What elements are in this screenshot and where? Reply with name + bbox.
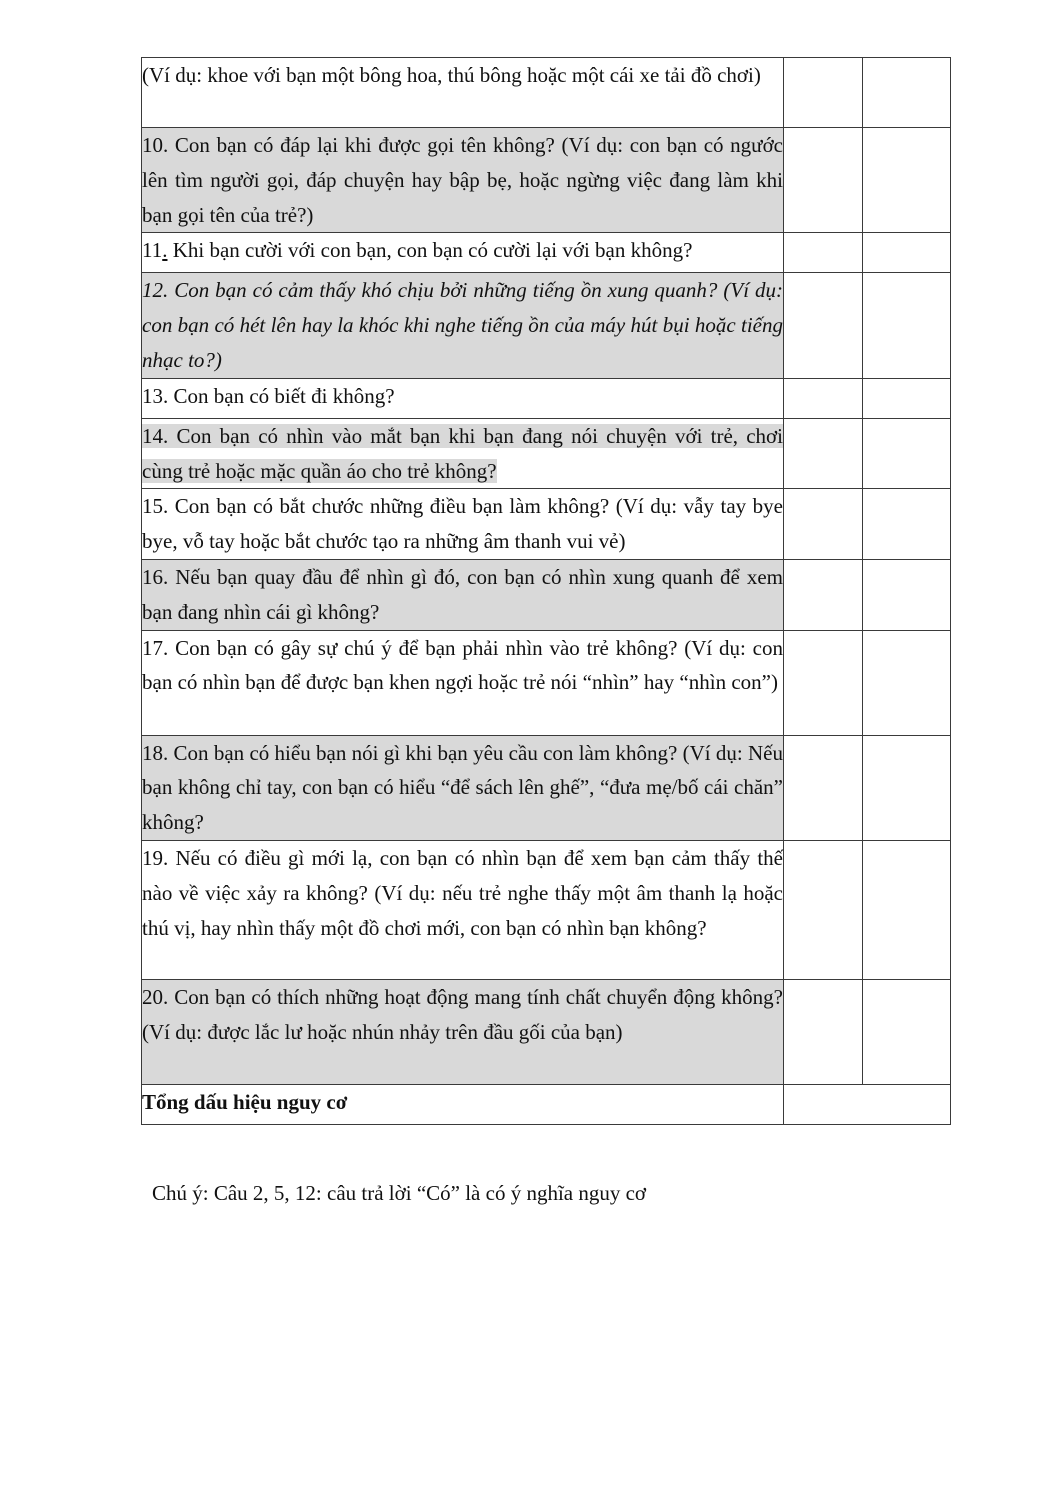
answer-yes-cell[interactable] — [784, 273, 863, 378]
footnote: Chú ý: Câu 2, 5, 12: câu trả lời “Có” là có ý nghĩa nguy cơ — [152, 1181, 647, 1205]
question-text: 10. Con bạn có đáp lại khi được gọi tên không? (Ví dụ: con bạn có ngước lên tìm người gọi, đáp chuyện hay bập bẹ, hoặc ngừng việc đang làm khi bạn gọi tên của trẻ?) — [142, 133, 783, 227]
question-cell — [142, 58, 784, 128]
answer-yes-cell[interactable] — [784, 559, 863, 630]
question-cell — [142, 630, 784, 735]
answer-no-cell[interactable] — [863, 630, 951, 735]
question-text: 17. Con bạn có gây sự chú ý để bạn phải nhìn vào trẻ không? (Ví dụ: con bạn có nhìn bạn để được bạn khen ngợi hoặc trẻ nói “nhìn” hay “nhìn con”) — [142, 635, 783, 695]
answer-yes-cell[interactable] — [784, 840, 863, 979]
question-row — [142, 418, 951, 489]
answer-no-cell[interactable] — [863, 559, 951, 630]
answer-no-cell[interactable] — [863, 489, 951, 560]
answer-no-cell[interactable] — [863, 273, 951, 378]
question-text: 13. Con bạn có biết đi không? — [142, 383, 395, 408]
question-text: 20. Con bạn có thích những hoạt động mang tính chất chuyển động không? (Ví dụ: được lắc lư hoặc nhún nhảy trên đầu gối của bạn) — [142, 984, 783, 1044]
answer-yes-cell[interactable] — [784, 378, 863, 418]
answer-no-cell[interactable] — [863, 840, 951, 979]
question-cell — [142, 489, 784, 560]
answer-yes-cell[interactable] — [784, 489, 863, 560]
question-number-dot: . — [162, 238, 168, 263]
answer-yes-cell[interactable] — [784, 630, 863, 735]
answer-no-cell[interactable] — [863, 378, 951, 418]
question-cell — [142, 735, 784, 840]
answer-yes-cell[interactable] — [784, 58, 863, 128]
answer-no-cell[interactable] — [863, 979, 951, 1084]
total-row — [142, 1084, 951, 1124]
question-text: 15. Con bạn có bắt chước những điều bạn làm không? (Ví dụ: vẫy tay bye bye, vỗ tay hoặc bắt chước tạo ra những âm thanh vui vẻ) — [142, 494, 783, 554]
mchat-questionnaire-table — [141, 57, 951, 1125]
question-text: 18. Con bạn có hiểu bạn nói gì khi bạn yêu cầu con làm không? (Ví dụ: Nếu bạn không chỉ tay, con bạn có hiểu “để sách lên ghế”, “đưa mẹ/bố cái chăn” không? — [142, 740, 783, 835]
question-cell — [142, 273, 784, 378]
total-label-cell — [142, 1084, 784, 1124]
question-text: 12. Con bạn có cảm thấy khó chịu bởi những tiếng ồn xung quanh? (Ví dụ: con bạn có hét lên hay la khóc khi nghe tiếng ồn của máy hút bụi hoặc tiếng nhạc to?) — [142, 278, 783, 372]
answer-no-cell[interactable] — [863, 58, 951, 128]
total-value-cell[interactable] — [784, 1084, 951, 1124]
question-cell — [142, 559, 784, 630]
question-row — [142, 630, 951, 735]
question-cell — [142, 840, 784, 979]
question-row — [142, 979, 951, 1084]
question-cell — [142, 233, 784, 273]
question-text: Khi bạn cười với con bạn, con bạn có cười lại với bạn không? — [167, 238, 693, 263]
answer-no-cell[interactable] — [863, 233, 951, 273]
question-row — [142, 559, 951, 630]
question-row — [142, 840, 951, 979]
question-text: (Ví dụ: khoe với bạn một bông hoa, thú bông hoặc một cái xe tải đồ chơi) — [142, 63, 761, 87]
answer-no-cell[interactable] — [863, 418, 951, 489]
question-row — [142, 273, 951, 378]
question-cell — [142, 128, 784, 233]
question-row — [142, 489, 951, 560]
question-text: 16. Nếu bạn quay đầu để nhìn gì đó, con bạn có nhìn xung quanh để xem bạn đang nhìn cái gì không? — [142, 564, 783, 624]
answer-no-cell[interactable] — [863, 735, 951, 840]
answer-yes-cell[interactable] — [784, 128, 863, 233]
question-number: 11 — [142, 238, 163, 263]
answer-yes-cell[interactable] — [784, 735, 863, 840]
question-row — [142, 58, 951, 128]
question-cell — [142, 979, 784, 1084]
answer-yes-cell[interactable] — [784, 233, 863, 273]
answer-yes-cell[interactable] — [784, 418, 863, 489]
question-text: 19. Nếu có điều gì mới lạ, con bạn có nhìn bạn để xem bạn cảm thấy thế nào về việc xảy ra không? (Ví dụ: nếu trẻ nghe thấy một âm thanh lạ hoặc thú vị, hay nhìn thấy một đồ chơi mới, con bạn có nhìn bạn không? — [142, 845, 783, 940]
question-cell — [142, 378, 784, 418]
question-row — [142, 233, 951, 273]
total-label: Tổng dấu hiệu nguy cơ — [142, 1089, 348, 1114]
question-cell — [142, 418, 784, 489]
answer-no-cell[interactable] — [863, 128, 951, 233]
question-text: 14. Con bạn có nhìn vào mắt bạn khi bạn đang nói chuyện với trẻ, chơi cùng trẻ hoặc mặc quần áo cho trẻ không? — [142, 423, 783, 483]
question-row — [142, 378, 951, 418]
answer-yes-cell[interactable] — [784, 979, 863, 1084]
question-row — [142, 735, 951, 840]
question-row — [142, 128, 951, 233]
